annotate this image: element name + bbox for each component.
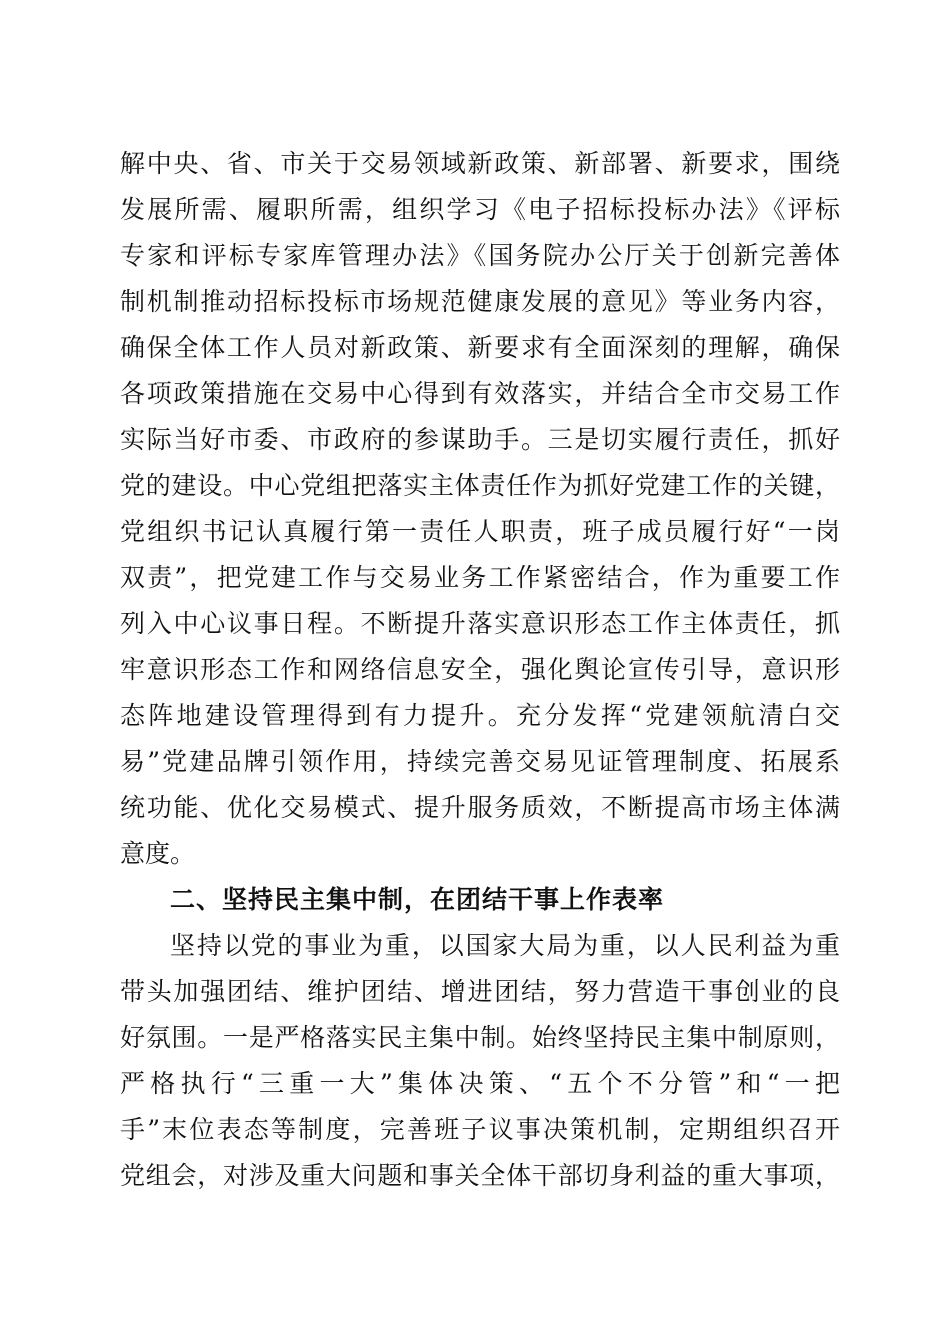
paragraph-2-line: 手”末位表态等制度，完善班子议事决策机制，定期组织召开: [120, 1115, 840, 1144]
paragraph-1-line: 党的建设。中心党组把落实主体责任作为抓好党建工作的关键，: [120, 471, 840, 500]
paragraph-1-line: 易”党建品牌引领作用，持续完善交易见证管理制度、拓展系: [120, 747, 840, 776]
paragraph-1-line: 制机制推动招标投标市场规范健康发展的意见》等业务内容，: [120, 287, 840, 316]
paragraph-1-line: 确保全体工作人员对新政策、新要求有全面深刻的理解，确保: [120, 333, 840, 362]
paragraph-1-line: 牢意识形态工作和网络信息安全，强化舆论宣传引导，意识形: [120, 655, 840, 684]
paragraph-1-line: 发展所需、履职所需，组织学习《电子招标投标办法》《评标: [120, 195, 840, 224]
paragraph-2-line: 坚持以党的事业为重，以国家大局为重，以人民利益为重: [170, 931, 840, 960]
section-heading: 二、坚持民主集中制，在团结干事上作表率: [170, 885, 665, 914]
paragraph-1-line: 意度。: [120, 839, 196, 868]
paragraph-2-line: 带头加强团结、维护团结、增进团结，努力营造干事创业的良: [120, 977, 840, 1006]
paragraph-1-line: 列入中心议事日程。不断提升落实意识形态工作主体责任，抓: [120, 609, 840, 638]
paragraph-1-line: 双责”，把党建工作与交易业务工作紧密结合，作为重要工作: [120, 563, 840, 592]
paragraph-1-line: 实际当好市委、市政府的参谋助手。三是切实履行责任，抓好: [120, 425, 840, 454]
paragraph-1-line: 党组织书记认真履行第一责任人职责，班子成员履行好“一岗: [120, 517, 840, 546]
paragraph-2-line: 党组会，对涉及重大问题和事关全体干部切身利益的重大事项，: [120, 1161, 840, 1190]
paragraph-1-line: 态阵地建设管理得到有力提升。充分发挥“党建领航清白交: [120, 701, 840, 730]
paragraph-1-line: 解中央、省、市关于交易领域新政策、新部署、新要求，围绕: [120, 149, 840, 178]
paragraph-1-line: 专家和评标专家库管理办法》《国务院办公厅关于创新完善体: [120, 241, 840, 270]
paragraph-2-line: 好氛围。一是严格落实民主集中制。始终坚持民主集中制原则，: [120, 1023, 840, 1052]
paragraph-1-line: 统功能、优化交易模式、提升服务质效，不断提高市场主体满: [120, 793, 840, 822]
paragraph-1-line: 各项政策措施在交易中心得到有效落实，并结合全市交易工作: [120, 379, 840, 408]
paragraph-2-line: 严格执行“三重一大”集体决策、“五个不分管”和“一把: [120, 1069, 840, 1098]
